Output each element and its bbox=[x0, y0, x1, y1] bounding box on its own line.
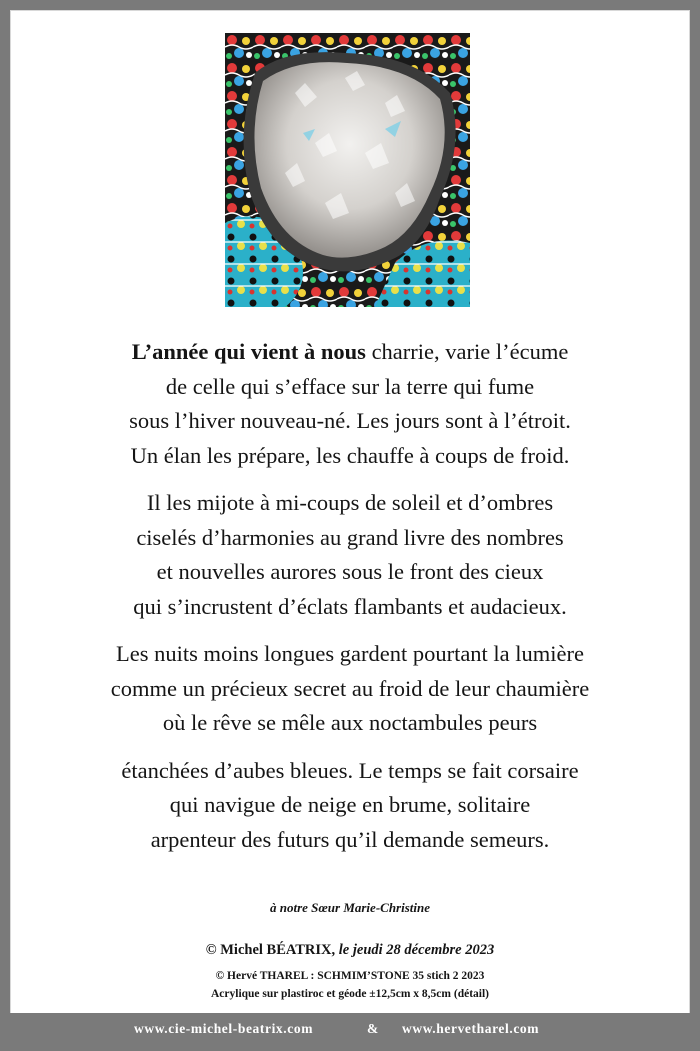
geode-illustration bbox=[225, 33, 470, 307]
poem-line: qui navigue de neige en brume, solitaire bbox=[169, 792, 531, 817]
artwork-credit: © Hervé THAREL : SCHMIM’STONE 35 stich 2 2023 bbox=[215, 970, 485, 982]
poem-line: sous l’hiver nouveau-né. Les jours sont à l’étroit. bbox=[129, 408, 571, 433]
stanza bbox=[11, 335, 689, 473]
poem-line: qui s’incrustent d’éclats flambants et audacieux. bbox=[133, 593, 567, 619]
dedication: à notre Sœur Marie-Christine bbox=[269, 900, 430, 915]
poem-line: où le rêve se mêle aux noctambules peurs bbox=[162, 710, 538, 735]
footer-bar bbox=[0, 1013, 700, 1051]
poem bbox=[11, 335, 689, 870]
copyright-author: © Michel BÉATRIX, bbox=[205, 942, 336, 958]
poem-line: ciselés d’harmonies au grand livre des nombres bbox=[136, 524, 564, 550]
footer-separator: & bbox=[367, 1021, 379, 1036]
poem-line: L’année qui vient à nous charrie, varie l’écume bbox=[131, 339, 569, 364]
poem-title-phrase: L’année qui vient à nous bbox=[131, 339, 366, 364]
artwork-image bbox=[225, 33, 470, 307]
poem-line: arpenteur des futurs qu’il demande semeurs. bbox=[150, 826, 550, 852]
footer-link-herve-tharel[interactable]: www.hervetharel.com bbox=[402, 1021, 540, 1036]
stanza bbox=[11, 486, 689, 624]
poem-line: de celle qui s’efface sur la terre qui fume bbox=[165, 373, 535, 399]
copyright-date: le jeudi 28 décembre 2023 bbox=[338, 942, 495, 958]
artwork-medium: Acrylique sur plastiroc et géode ±12,5cm x 8,5cm (détail) bbox=[210, 988, 489, 1000]
poem-line: Les nuits moins longues gardent pourtant la lumière bbox=[115, 641, 585, 666]
poem-line: étanchées d’aubes bleues. Le temps se fait corsaire bbox=[121, 757, 579, 783]
stanza bbox=[11, 754, 689, 858]
poem-line: comme un précieux secret au froid de leur chaumière bbox=[110, 675, 590, 701]
page-frame bbox=[10, 10, 690, 1015]
copyright-line bbox=[11, 942, 689, 959]
footer-link-michel-beatrix[interactable]: www.cie-michel-beatrix.com bbox=[134, 1021, 314, 1036]
stanza bbox=[11, 637, 689, 741]
poem-line: Il les mijote à mi-coups de soleil et d’ombres bbox=[146, 490, 554, 515]
poem-line: Un élan les prépare, les chauffe à coups de froid. bbox=[130, 442, 570, 468]
poem-line: et nouvelles aurores sous le front des cieux bbox=[156, 559, 544, 584]
